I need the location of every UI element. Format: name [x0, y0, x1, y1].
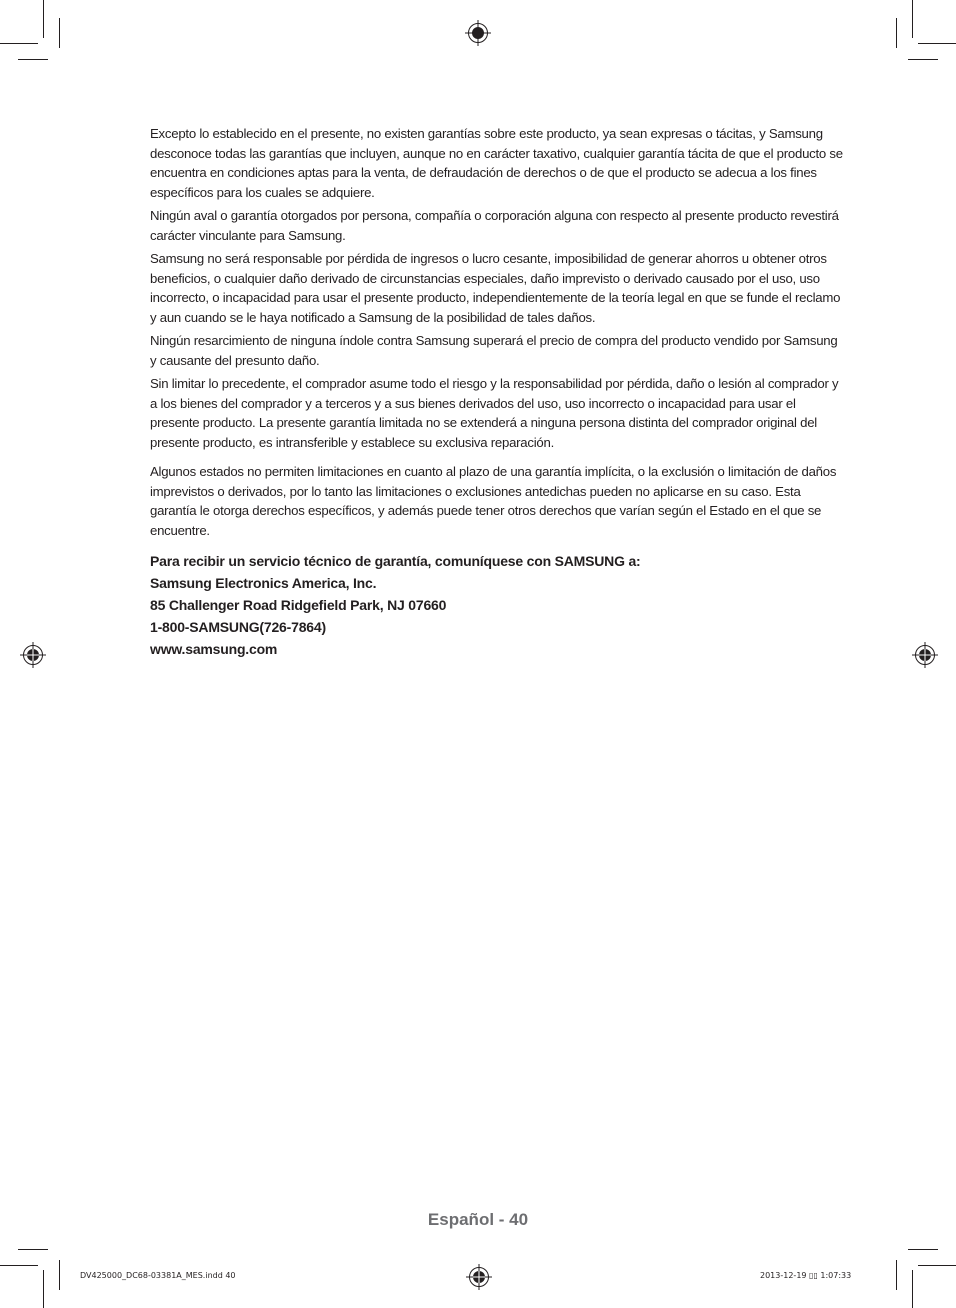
crop-mark — [43, 1270, 44, 1308]
page-number-label: Español - 40 — [427, 1210, 529, 1229]
paragraph-buyer-risk: Sin limitar lo precedente, el comprador asume todo el riesgo y la responsabilidad por pérdida, daño o lesión al comprador y a los bienes del comprador y a terceros y a sus bienes derivados del uso, uso incorrecto o incapacidad para usar el presente producto. La presente garantía limitada no se extenderá a ninguna persona distinta del comprador original del presente producto, es intransferible y establece su exclusiva reparación. — [150, 376, 839, 450]
date-slug: 2013-12-19 ▯▯ 1:07:33 — [760, 1271, 852, 1280]
paragraph-state-rights: Algunos estados no permiten limitaciones en cuanto al plazo de una garantía implícita, o la exclusión o limitación de daños imprevistos o derivados, por lo tanto las limitaciones o exclusiones antedichas pueden no aplicarse en su caso. Esta garantía le otorga derechos específicos, y además puede tener otros derechos que varían según el Estado en el que se encuentre. — [150, 464, 837, 538]
crop-mark — [896, 18, 897, 48]
contact-website[interactable]: www.samsung.com — [150, 641, 278, 657]
registration-mark-icon — [20, 642, 46, 668]
crop-mark — [912, 0, 913, 38]
paragraph-disclaimer: Excepto lo establecido en el presente, no existen garantías sobre este producto, ya sean expresas o tácitas, y Samsung desconoce todas las garantías que incluyen, aunque no en carácter taxativo, cualquier garantía tácita de que el producto se encuentra en condiciones aptas para la venta, de defraudación de derechos o de que el producto se adecua a los fines específicos para los cuales se adquiere. — [150, 126, 843, 200]
crop-mark — [908, 59, 938, 60]
contact-heading: Para recibir un servicio técnico de garantía, comuníquese con SAMSUNG a: — [150, 553, 641, 569]
crop-mark — [0, 1265, 38, 1266]
file-slug: DV425000_DC68-03381A_MES.indd 40 — [80, 1271, 236, 1280]
contact-block — [150, 550, 845, 660]
registration-mark-icon — [912, 642, 938, 668]
crop-mark — [918, 43, 956, 44]
crop-mark — [59, 1260, 60, 1290]
crop-mark — [0, 43, 38, 44]
crop-mark — [43, 0, 44, 38]
registration-mark-icon — [465, 20, 491, 46]
contact-address: 85 Challenger Road Ridgefield Park, NJ 07660 — [150, 597, 447, 613]
crop-mark — [912, 1270, 913, 1308]
contact-phone: 1-800-SAMSUNG(726-7864) — [150, 619, 326, 635]
warranty-text-block — [150, 124, 845, 660]
paragraph-liability: Samsung no será responsable por pérdida de ingresos o lucro cesante, imposibilidad de generar ahorros u obtener otros beneficios, o cualquier daño derivado de circunstancias especiales, daño imprevisto o derivado causado por el uso, uso incorrecto, o incapacidad para usar el presente producto, independientemente de la teoría legal en que se funde el reclamo y aun cuando se le haya notificado a Samsung de la posibilidad de tales daños. — [150, 251, 841, 325]
paragraph-no-endorsement: Ningún aval o garantía otorgados por persona, compañía o corporación alguna con respecto al presente producto revestirá carácter vinculante para Samsung. — [150, 208, 839, 243]
registration-mark-icon — [466, 1264, 492, 1290]
crop-mark — [918, 1265, 956, 1266]
crop-mark — [896, 1260, 897, 1290]
crop-mark — [908, 1249, 938, 1250]
contact-company: Samsung Electronics America, Inc. — [150, 575, 377, 591]
crop-mark — [18, 1249, 48, 1250]
paragraph-compensation-limit: Ningún resarcimiento de ninguna índole contra Samsung superará el precio de compra del producto vendido por Samsung y causante del presunto daño. — [150, 333, 838, 368]
crop-mark — [59, 18, 60, 48]
crop-mark — [18, 59, 48, 60]
